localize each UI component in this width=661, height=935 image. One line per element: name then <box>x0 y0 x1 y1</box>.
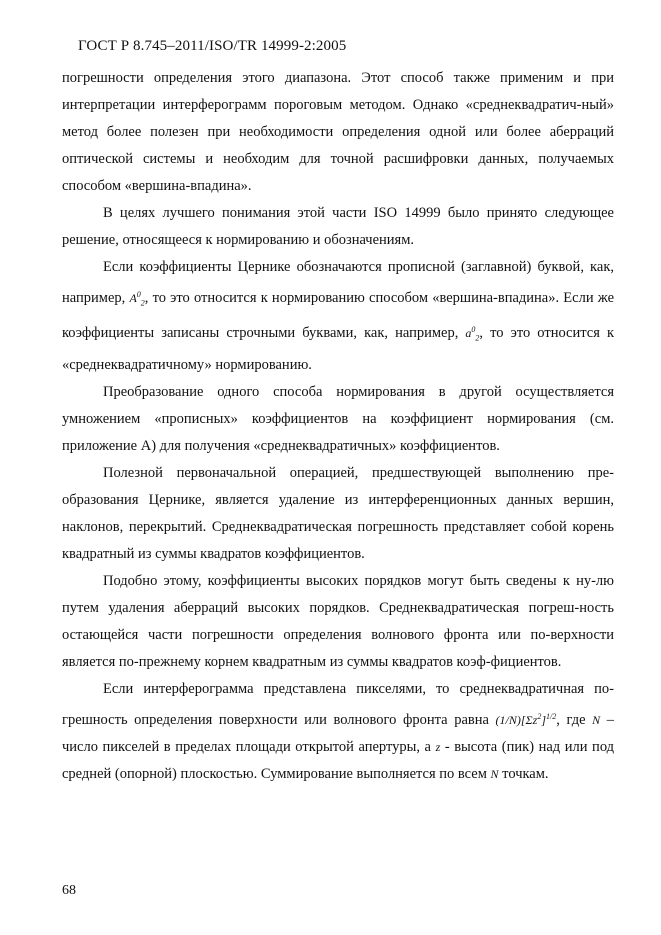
paragraph-2: В целях лучшего понимания этой части ISO 14999 было принято следующее решение, относящееся к нормированию и обозначениям. <box>62 205 614 248</box>
paragraph-7-part-c: – число пикселей в пределах площади открытой апертуры, а <box>62 711 615 755</box>
paragraph-4: Преобразование одного способа нормирования в другой осуществляется умножением «прописных» коэффициентов на коэффициент нормирования (см. приложение А) для получения «среднеквадратичных» коэффициентов. <box>62 383 614 454</box>
paragraph-7-part-d: - высота (пик) над или под средней (опорной) плоскостью. Суммирование выполняется по всем <box>62 738 615 782</box>
body-text <box>62 65 614 788</box>
variable-n-points: N <box>490 766 499 781</box>
variable-z: z <box>435 739 441 754</box>
paragraph-3-part-b: , то это относится к нормированию способом «вершина-впадина». Если же коэффициенты записаны строчными буквами, как, например, <box>62 290 615 342</box>
paragraph-1: погрешности определения этого диапазона. Этот способ также применим и при интерпретации интерферограмм пороговым методом. Однако «среднеквадратич-ный» метод более полезен при необходимости определения одной или более аберраций оптической системы и необходим для точной расшифровки данных, получаемых способом «вершина-впадина». <box>62 70 614 194</box>
paragraph-5: Полезной первоначальной операцией, предшествующей выполнению пре-образования Цернике, является удаление из интерференционных данных вершин, наклонов, перекрытий. Среднеквадратическая погрешность представляет собой корень квадратный из суммы квадратов коэффициентов. <box>62 464 614 562</box>
paragraph-3-part-c: , то это относится к «среднеквадратичному» нормированию. <box>62 325 614 373</box>
page-number: 68 <box>62 883 76 898</box>
paragraph-3 <box>62 254 614 379</box>
document-header: ГОСТ Р 8.745–2011/ISO/TR 14999-2:2005 <box>78 38 347 54</box>
paragraph-7-part-b: , где <box>556 711 586 728</box>
paragraph-3-part-a: Если коэффициенты Цернике обозначаются прописной (заглавной) буквой, как, например, <box>62 259 614 306</box>
paragraph-7 <box>62 676 614 788</box>
paragraph-6: Подобно этому, коэффициенты высоких порядков могут быть сведены к ну-лю путем удаления аберраций высоких порядков. Среднеквадратическая погреш-ность остающейся части погрешности определения волнового фронта или по-верхности является по-прежнему корнем квадратным из суммы квадратов коэф-фициентов. <box>62 572 614 670</box>
coefficient-lowercase: $a^0_2$ <box>465 325 480 343</box>
paragraph-7-part-a: Если интерферограмма представлена пикселями, то среднеквадратичная по-грешность определения поверхности или волнового фронта равна <box>62 680 614 728</box>
coefficient-uppercase: $A^0_2$ <box>129 290 145 308</box>
rms-formula: $(1/N)[\Sigma z^2]^{1/2}$ <box>495 711 557 727</box>
variable-n: N <box>592 712 601 727</box>
paragraph-7-part-e: точкам. <box>502 765 549 782</box>
